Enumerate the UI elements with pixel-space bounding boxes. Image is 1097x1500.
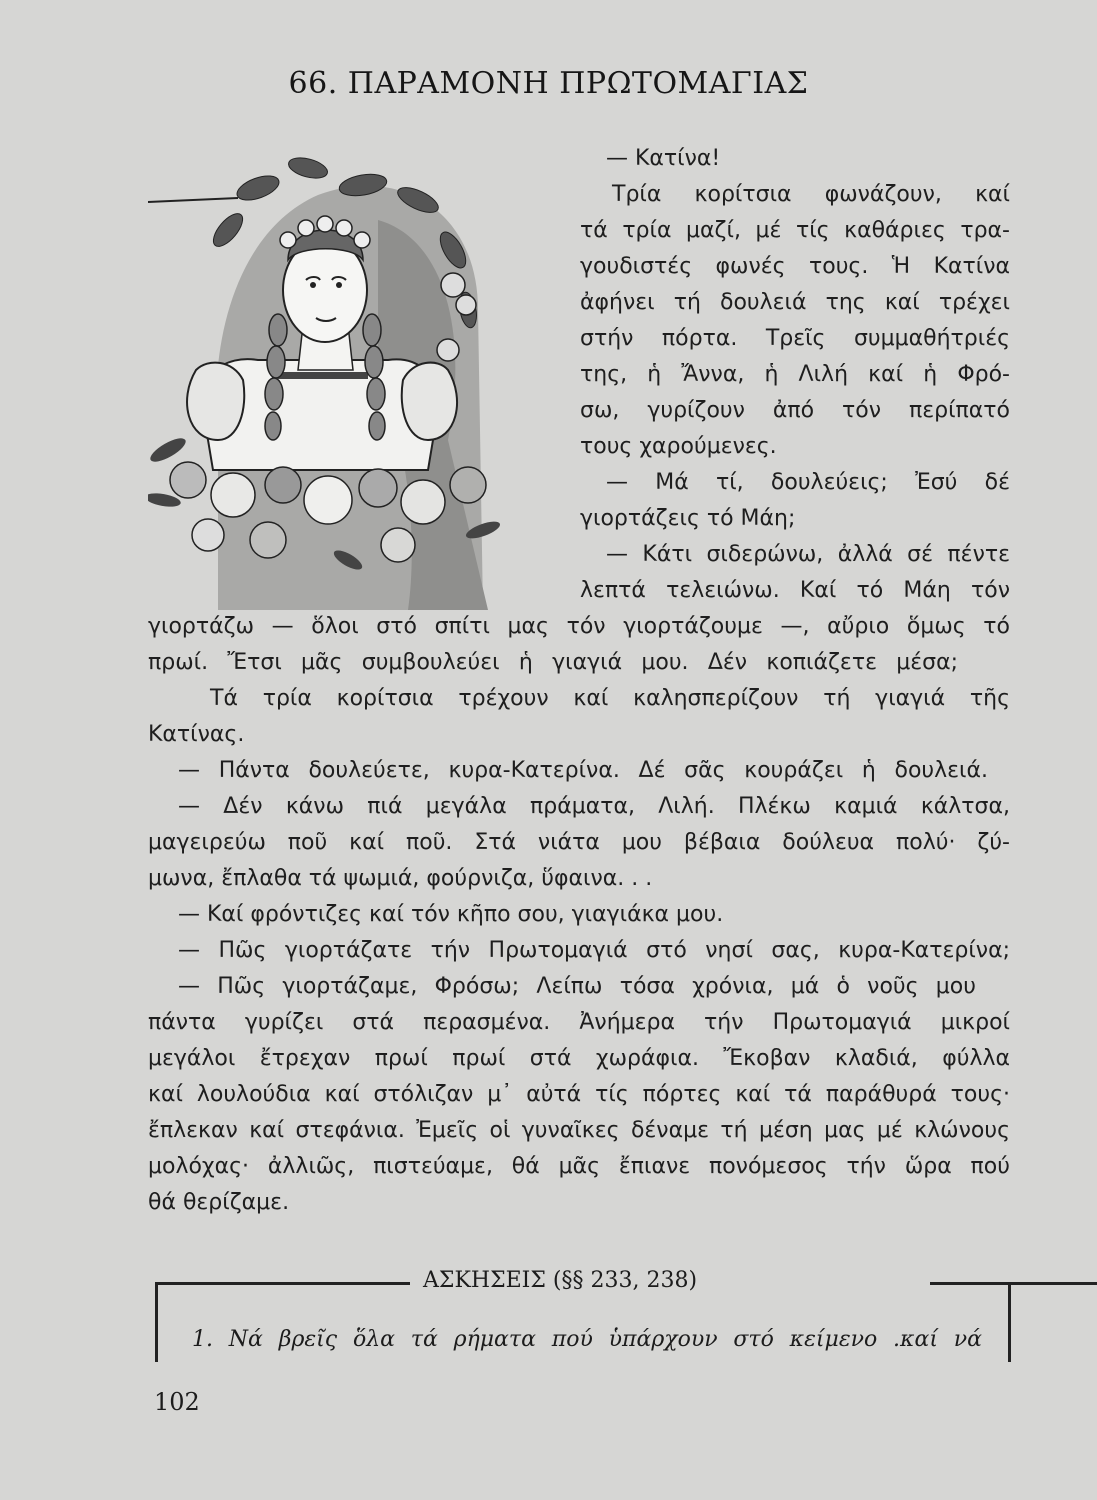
text-line: πρωί. Ἔτσι μᾶς συμβουλεύει ἡ γιαγιά μου. Δέν κοπιάζετε μέσα; <box>148 650 958 675</box>
text-line: μολόχας· ἀλλιῶς, πιστεύαμε, θά μᾶς ἔπιανε πονόμεσος τήν ὥρα πού <box>148 1154 1010 1179</box>
text-line: καί λουλούδια καί στόλιζαν μ᾽ αὐτά τίς πόρτες καί τά παράθυρά τους· <box>148 1082 1010 1107</box>
header-rule-right <box>930 1282 1097 1285</box>
text-line: — Πῶς γιορτάζατε τήν Πρωτομαγιά στό νησί σας, κυρα-Κατερίνα; <box>178 938 1010 963</box>
text-line: ἀφήνει τή δουλειά της καί τρέχει <box>580 290 1010 315</box>
exercise-1-text: 1. Νά βρεῖς ὅλα τά ρήματα πού ὑπάρχουν στό κείμενο .καί νά <box>192 1327 982 1352</box>
text-line: ἔπλεκαν καί στεφάνια. Ἐμεῖς οἱ γυναῖκες δέναμε τή μέση μας μέ κλώνους <box>148 1118 1010 1143</box>
text-line: — Καί φρόντιζες καί τόν κῆπο σου, γιαγιάκα μου. <box>178 902 724 927</box>
text-line: στήν πόρτα. Τρεῖς συμμαθήτριές <box>580 326 1010 351</box>
text-line: Τρία κορίτσια φωνάζουν, καί <box>612 182 1010 207</box>
exercises-header <box>155 1266 1010 1296</box>
text-line: — Πῶς γιορτάζαμε, Φρόσω; Λείπω τόσα χρόνια, μά ὁ νοῦς μου <box>178 974 976 999</box>
text-line: μωνα, ἔπλαθα τά ψωμιά, φούρνιζα, ὕφαινα. . . <box>148 866 653 891</box>
chapter-title: 66. ΠΑΡΑΜΟΝΗ ΠΡΩΤΟΜΑΓΙΑΣ <box>288 66 809 101</box>
text-line: λεπτά τελειώνω. Καί τό Μάη τόν <box>580 578 1010 603</box>
text-line: — Κατίνα! <box>606 146 721 171</box>
text-line: γουδιστές φωνές τους. Ἡ Κατίνα <box>580 254 1010 279</box>
text-line: Κατίνας. <box>148 722 245 747</box>
text-line: μεγάλοι ἔτρεχαν πρωί πρωί στά χωράφια. Ἔκοβαν κλαδιά, φύλλα <box>148 1046 1010 1071</box>
text-line: τά τρία μαζί, μέ τίς καθάριες τρα- <box>580 218 1010 243</box>
text-line: — Πάντα δουλεύετε, κυρα-Κατερίνα. Δέ σᾶς κουράζει ἡ δουλειά. <box>178 758 988 783</box>
text-line: γιορτάζεις τό Μάη; <box>580 506 796 531</box>
text-line: Τά τρία κορίτσια τρέχουν καί καλησπερίζουν τή γιαγιά τῆς <box>210 686 1010 711</box>
text-line: σω, γυρίζουν ἀπό τόν περίπατό <box>580 398 1010 423</box>
text-line: — Δέν κάνω πιά μεγάλα πράματα, Λιλή. Πλέκω καμιά κάλτσα, <box>178 794 1010 819</box>
page-number: 102 <box>154 1388 200 1416</box>
girl-with-flowers-illustration <box>148 140 503 620</box>
header-rule-left <box>155 1282 410 1285</box>
exercises-heading: ΑΣΚΗΣΕΙΣ (§§ 233, 238) <box>423 1268 698 1293</box>
text-line: της, ἡ Ἄννα, ἡ Λιλή καί ἡ Φρό- <box>580 362 1010 387</box>
text-line: πάντα γυρίζει στά περασμένα. Ἀνήμερα τήν Πρωτομαγιά μικροί <box>148 1010 1010 1035</box>
text-line: γιορτάζω — ὅλοι στό σπίτι μας τόν γιορτάζουμε —, αὔριο ὅμως τό <box>148 614 1010 639</box>
text-line: — Μά τί, δουλεύεις; Ἐσύ δέ <box>606 470 1010 495</box>
text-line: μαγειρεύω ποῦ καί ποῦ. Στά νιάτα μου βέβαια δούλευα πολύ· ζύ- <box>148 830 1010 855</box>
exercise-box-right-border <box>1008 1282 1011 1362</box>
text-line: θά θερίζαμε. <box>148 1190 290 1215</box>
exercise-box-left-border <box>155 1282 158 1362</box>
text-line: τους χαρούμενες. <box>580 434 777 459</box>
text-line: — Κάτι σιδερώνω, ἀλλά σέ πέντε <box>606 542 1010 567</box>
